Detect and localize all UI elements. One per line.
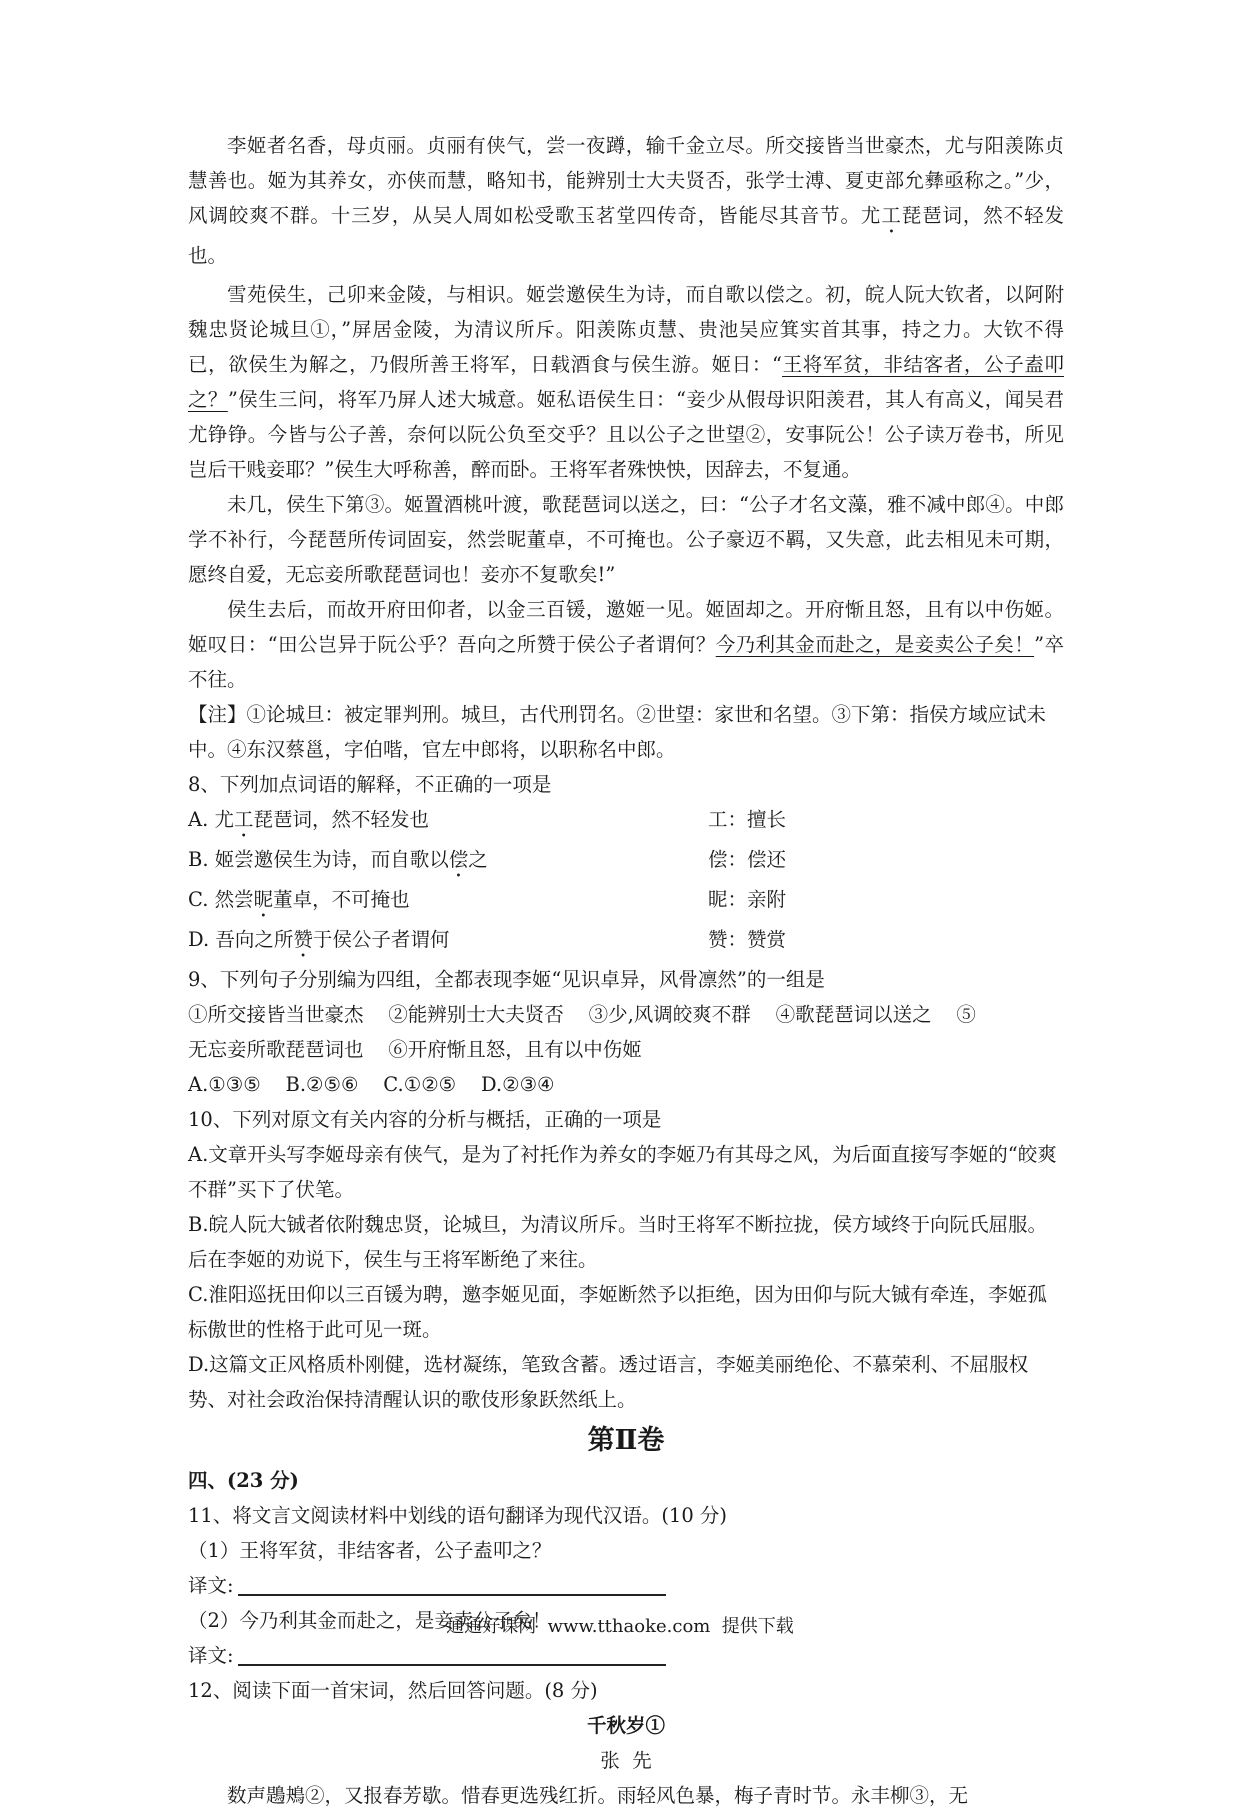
question-11-stem: 11、将文言文阅读材料中划线的语句翻译为现代汉语。(10 分): [188, 1504, 728, 1527]
passage-paragraph-3: 未几，侯生下第③。姬置酒桃叶渡，歌琵琶词以送之，曰：“公子才名文藻，雅不减中郎④。中郎学不补行，今琵琶所传词固妄，然尝昵董卓，不可掩也。公子豪迈不羁，又失意，此去相见未可期，愿终自爱，无忘妾所歌琵琶词也！妾亦不复歌矣!”: [188, 493, 1064, 586]
question-12-stem: 12、阅读下面一首宋词，然后回答问题。(8 分): [188, 1679, 598, 1702]
underlined-sentence-2: 今乃利其金而赴之，是妾卖公子矣！: [715, 633, 1035, 656]
passage-text: ”卒不往。: [188, 633, 1064, 691]
question-11-item-2: （2）今乃利其金而赴之，是妾卖公子矣！: [188, 1609, 552, 1632]
answer-label: 译文:: [188, 1574, 234, 1597]
question-10-stem: 10、下列对原文有关内容的分析与概括，正确的一项是: [188, 1108, 662, 1131]
option-gloss: 昵：亲附: [708, 888, 787, 911]
question-10-option-b: B.皖人阮大铖者依附魏忠贤，论城旦，为清议所斥。当时王将军不断拉拢，侯方域终于向阮氏屈服。后在李姬的劝说下，侯生与王将军断绝了来往。: [188, 1213, 1048, 1271]
annotation-note: 【注】①论城旦：被定罪判刑。城旦，古代刑罚名。②世望：家世和名望。③下第：指侯方域应试未中。④东汉蔡邕，字伯喈，官左中郎将，以职称名中郎。: [188, 703, 1047, 761]
section-2-title: 第Ⅱ卷: [587, 1425, 665, 1456]
question-11-item-1: （1）王将军贫，非结客者，公子盍叩之？: [188, 1539, 552, 1562]
question-10-option-a: A.文章开头写李姬母亲有侠气，是为了衬托作为养女的李姬乃有其母之风，为后面直接写李姬的“皎爽不群”买下了伏笔。: [188, 1143, 1057, 1201]
question-10-option-c: C.淮阳巡抚田仰以三百锾为聘，邀李姬见面，李姬断然予以拒绝，因为田仰与阮大铖有牵连，李姬孤标傲世的性格于此可见一斑。: [188, 1283, 1047, 1341]
answer-blank-1[interactable]: [238, 1572, 666, 1596]
passage-paragraph-2: [188, 277, 1064, 487]
answer-line-2: [188, 1638, 1064, 1673]
dotted-word: 工: [881, 204, 902, 227]
dotted-word: 偿: [448, 848, 469, 871]
option-gloss: 工：擅长: [708, 808, 787, 831]
passage-text: ”侯生三问，将军乃屏人述大城意。姬私语侯生日：“妾少从假母识阳羡君，其人有高义，闻吴君尤铮铮。今皆与公子善，奈何以阮公负至交乎？且以公子之世望②，安事阮公！公子读万卷书，所见岂后干贱妾耶？”侯生大呼称善，醉而卧。王将军者殊怏怏，因辞去，不复通。: [188, 388, 1064, 481]
option-gloss: 偿：偿还: [708, 848, 787, 871]
option-text: 之: [468, 848, 488, 871]
poem-author: 张 先: [600, 1749, 652, 1772]
option-text: 琵琶词，然不轻发也: [253, 808, 430, 831]
question-8-option-d: [188, 922, 1064, 962]
dotted-word: 昵: [253, 888, 274, 911]
question-8-stem: 8、下列加点词语的解释，不正确的一项是: [188, 773, 552, 796]
poem-line-1: 数声鶗鴂②，又报春芳歇。惜春更选残红折。雨轻风色暴，梅子青时节。永丰柳③，无: [227, 1784, 969, 1807]
passage-text: 侯生去后，而故开府田仰者，以金三百锾，邀姬一见。姬固却之。开府惭且怒，且有以中伤姬。姬叹日：“田公岂异于阮公乎？吾向之所赞于侯公子者谓何？: [188, 598, 1064, 656]
answer-line-1: [188, 1568, 1064, 1603]
passage-text: 李姬者名香，母贞丽。贞丽有侠气，尝一夜蹲，输千金立尽。所交接皆当世豪杰，尤与阳羡陈贞慧善也。姬为其养女，亦侠而慧，略知书，能辨别士大夫贤否，张学士溥、夏吏部允彝亟称之。”少，风调皎爽不群。十三岁，从吴人周如松受歌玉茗堂四传奇，皆能尽其音节。尤: [188, 134, 1064, 227]
poem-title: 千秋岁①: [586, 1714, 665, 1737]
option-text: D. 吾向之所: [188, 928, 294, 951]
question-9-items-line-2: 无忘妾所歌琵琶词也 ⑥开府惭且怒，且有以中伤姬: [188, 1038, 642, 1061]
question-8-option-c: [188, 882, 1064, 922]
dotted-word: 赞: [293, 928, 313, 951]
answer-label: 译文:: [188, 1644, 234, 1667]
question-9-stem: 9、下列句子分别编为四组，全都表现李姬“见识卓异，风骨凛然”的一组是: [188, 968, 825, 991]
option-text: B. 姬尝邀侯生为诗，而自歌以: [188, 848, 449, 871]
passage-paragraph-4: [188, 592, 1064, 697]
option-text: A. 尤: [188, 808, 234, 831]
option-text: 董卓，不可掩也: [273, 888, 410, 911]
question-8-option-b: [188, 842, 1064, 882]
question-9-choices: A.①③⑤ B.②⑤⑥ C.①②⑤ D.②③④: [188, 1073, 555, 1096]
page-footer: 通通好课网 www.tthaoke.com 提供下载: [446, 1616, 794, 1637]
option-text: C. 然尝: [188, 888, 254, 911]
underlined-sentence-1: 王将军贫，非结客者，公子盍叩之？: [188, 353, 1064, 411]
passage-text: 琵琶词，然不轻发也。: [188, 204, 1064, 267]
passage-text: 雪苑侯生，己卯来金陵，与相识。姬尝邀侯生为诗，而自歌以偿之。初，皖人阮大钦者，以阿附魏忠贤论城旦①，”屏居金陵，为清议所斥。阳羡陈贞慧、贵池吴应箕实首其事，持之力。大钦不得已，欲侯生为解之，乃假所善王将军，日载酒食与侯生游。姬日：“: [188, 283, 1064, 376]
exam-page: [188, 128, 1064, 1813]
dotted-word: 工: [233, 808, 254, 831]
option-text: 于侯公子者谓何: [312, 928, 450, 951]
part-4-heading: 四、(23 分): [188, 1469, 299, 1492]
question-9-items-line-1: ①所交接皆当世豪杰 ②能辨别士大夫贤否 ③少,风调皎爽不群 ④歌琵琶词以送之 ⑤: [188, 1003, 976, 1026]
question-8-option-a: [188, 802, 1064, 842]
answer-blank-2[interactable]: [238, 1642, 666, 1666]
passage-paragraph-1: [188, 128, 1064, 273]
option-gloss: 赞：赞赏: [708, 928, 787, 951]
question-10-option-d: D.这篇文正风格质朴刚健，选材凝练，笔致含蓄。透过语言，李姬美丽绝伦、不慕荣利、不屈服权势、对社会政治保持清醒认识的歌伎形象跃然纸上。: [188, 1353, 1029, 1411]
